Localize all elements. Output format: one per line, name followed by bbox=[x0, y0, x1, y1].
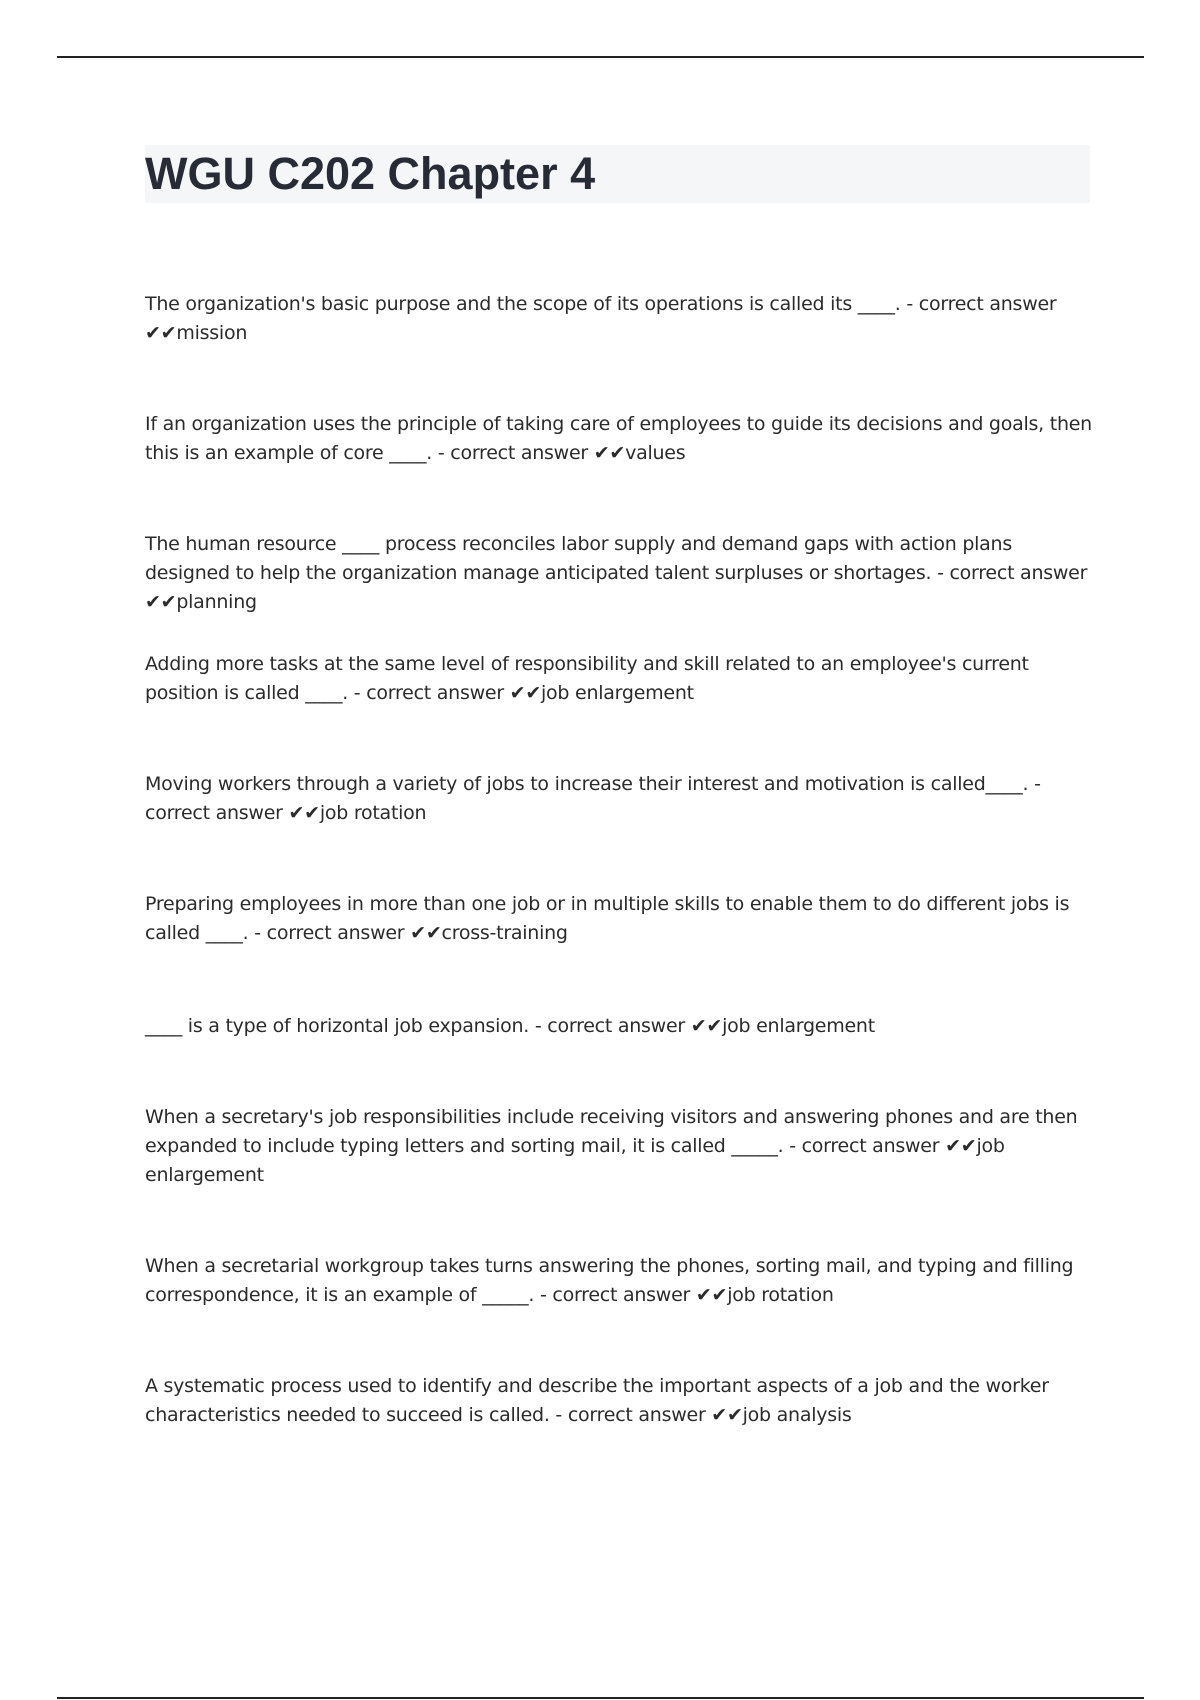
answer-marker: - correct answer ✔✔ bbox=[555, 1404, 743, 1426]
answer-text: job rotation bbox=[727, 1284, 834, 1306]
qa-item-4 bbox=[145, 650, 1095, 708]
answer-marker: - correct answer ✔✔ bbox=[534, 1015, 723, 1037]
answer-marker: - correct answer ✔✔ bbox=[145, 562, 1088, 613]
answer-marker: - correct answer ✔✔ bbox=[145, 773, 1041, 824]
answer-text: job rotation bbox=[319, 802, 427, 824]
qa-item-7 bbox=[145, 1012, 1095, 1041]
qa-item-10 bbox=[145, 1372, 1095, 1430]
question-text: Moving workers through a variety of jobs to increase their interest and motivation is called____. bbox=[145, 773, 1029, 795]
title-banner bbox=[145, 145, 1090, 203]
question-text: When a secretarial workgroup takes turns answering the phones, sorting mail, and typing and filling correspondence, it is an example of _____. bbox=[145, 1255, 1074, 1306]
question-text: The organization's basic purpose and the scope of its operations is called its ____. bbox=[145, 293, 901, 315]
page-title: WGU C202 Chapter 4 bbox=[145, 148, 596, 199]
question-text: Adding more tasks at the same level of responsibility and skill related to an employee's current position is called ____. bbox=[145, 653, 1029, 704]
answer-text: job enlargement bbox=[541, 682, 694, 704]
answer-text: cross-training bbox=[441, 922, 568, 944]
qa-item-2 bbox=[145, 410, 1095, 468]
answer-marker: - correct answer ✔✔ bbox=[437, 442, 626, 464]
qa-item-9 bbox=[145, 1252, 1095, 1310]
question-text: ____ is a type of horizontal job expansion. bbox=[145, 1015, 530, 1037]
question-text: If an organization uses the principle of taking care of employees to guide its decisions and goals, then this is an example of core ____. bbox=[145, 413, 1092, 464]
qa-item-5 bbox=[145, 770, 1095, 828]
question-text: The human resource ____ process reconciles labor supply and demand gaps with action plans designed to help the organization manage anticipated talent surpluses or shortages. bbox=[145, 533, 1012, 584]
answer-text: job analysis bbox=[742, 1404, 852, 1426]
answer-text: job enlargement bbox=[145, 1135, 1005, 1186]
question-text: When a secretary's job responsibilities include receiving visitors and answering phones and are then expanded to include typing letters and sorting mail, it is called _____. bbox=[145, 1106, 1078, 1157]
answer-text: values bbox=[625, 442, 686, 464]
answer-marker: - correct answer ✔✔ bbox=[353, 682, 542, 704]
answer-marker: - correct answer ✔✔ bbox=[145, 293, 1057, 344]
qa-item-3 bbox=[145, 530, 1095, 617]
qa-item-8 bbox=[145, 1103, 1095, 1190]
answer-marker: - correct answer ✔✔ bbox=[254, 922, 442, 944]
bottom-rule bbox=[57, 1697, 1144, 1699]
qa-item-6 bbox=[145, 890, 1095, 948]
qa-item-1 bbox=[145, 290, 1095, 348]
answer-text: planning bbox=[176, 591, 257, 613]
answer-marker: - correct answer ✔✔ bbox=[539, 1284, 728, 1306]
answer-marker: - correct answer ✔✔ bbox=[789, 1135, 977, 1157]
answer-text: mission bbox=[176, 322, 248, 344]
answer-text: job enlargement bbox=[722, 1015, 875, 1037]
question-text: Preparing employees in more than one job or in multiple skills to enable them to do different jobs is called ____. bbox=[145, 893, 1070, 944]
question-text: A systematic process used to identify and describe the important aspects of a job and the worker characteristics needed to succeed is called. bbox=[145, 1375, 1049, 1426]
top-rule bbox=[57, 56, 1144, 58]
